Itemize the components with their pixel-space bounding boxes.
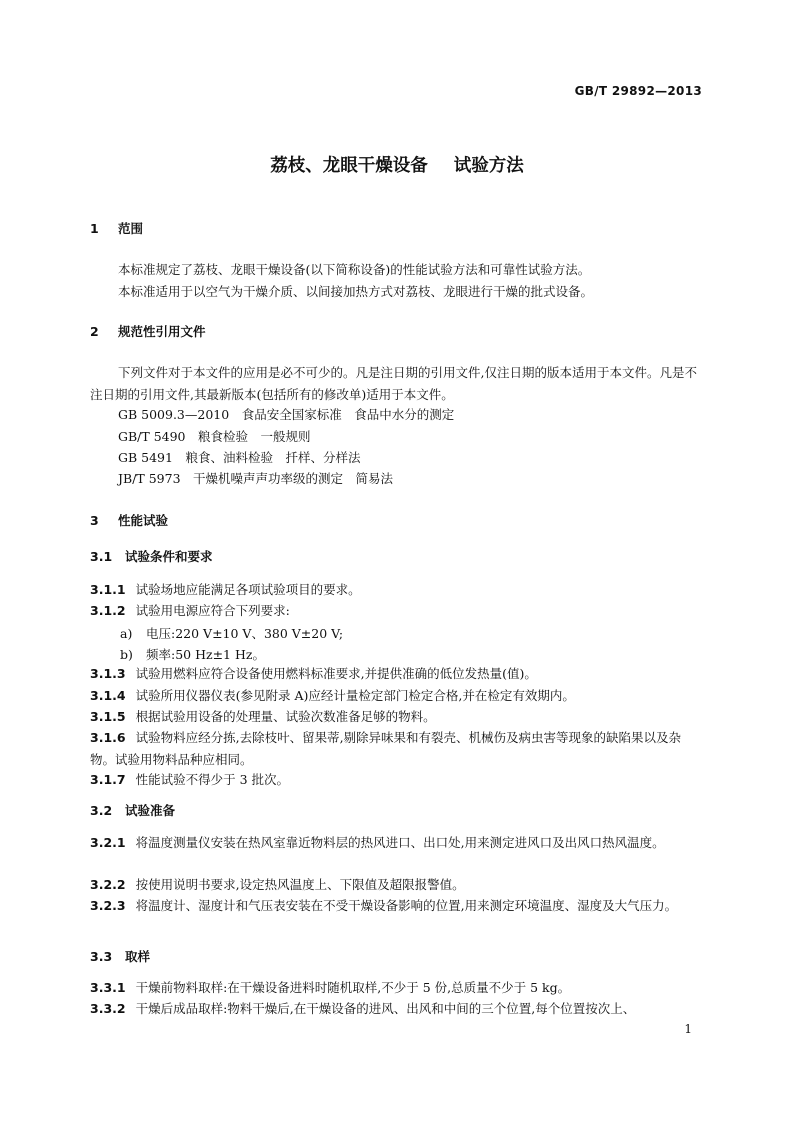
clause (90, 579, 706, 601)
clause (90, 727, 706, 771)
clause (90, 663, 706, 685)
paragraph: 本标准规定了荔枝、龙眼干燥设备(以下简称设备)的性能试验方法和可靠性试验方法。 (118, 262, 591, 277)
section-1-heading (90, 220, 143, 238)
section-2-heading (90, 323, 206, 341)
clause-number: 3.1.7 (90, 772, 126, 787)
subsection-title: 试验条件和要求 (125, 549, 213, 564)
subsection-3-3-heading (90, 948, 150, 966)
list-label: a) (120, 626, 133, 641)
document-title (0, 152, 794, 177)
clause (90, 600, 706, 622)
clause (90, 874, 706, 896)
clause-number: 3.1.1 (90, 582, 126, 597)
clause-text: 试验所用仪器仪表(参见附录 A)应经计量检定部门检定合格,并在检定有效期内。 (135, 688, 575, 703)
clause-number: 3.1.3 (90, 666, 126, 681)
subsection-title: 取样 (125, 949, 151, 964)
clause-text: 根据试验用设备的处理量、试验次数准备足够的物料。 (135, 709, 436, 724)
clause-text: 试验用燃料应符合设备使用燃料标准要求,并提供准确的低位发热量(值)。 (135, 666, 537, 681)
reference-item: GB 5009.3—2010 食品安全国家标准 食品中水分的测定 (118, 407, 455, 422)
paragraph: 本标准适用于以空气为干燥介质、以间接加热方式对荔枝、龙眼进行干燥的批式设备。 (118, 284, 594, 299)
subsection-number: 3.3 (90, 949, 113, 964)
paragraph: 下列文件对于本文件的应用是必不可少的。凡是注日期的引用文件,仅注日期的版本适用于本文件。凡是不注日期的引用文件,其最新版本(包括所有的修改单)适用于本文件。 (90, 365, 697, 402)
clause-text: 试验场地应能满足各项试验项目的要求。 (135, 582, 361, 597)
section-number: 3 (90, 513, 99, 528)
title-part1: 荔枝、龙眼干燥设备 (270, 156, 428, 176)
list-text: 频率:50 Hz±1 Hz。 (146, 647, 265, 662)
clause (90, 832, 706, 854)
clause-text: 将温度计、湿度计和气压表安装在不受干燥设备影响的位置,用来测定环境温度、湿度及大气压力。 (135, 898, 678, 913)
clause-number: 3.1.4 (90, 688, 126, 703)
clause-text: 性能试验不得少于 3 批次。 (135, 772, 289, 787)
list-text: 电压:220 V±10 V、380 V±20 V; (146, 626, 344, 641)
clause-number: 3.1.5 (90, 709, 126, 724)
section-number: 2 (90, 324, 99, 339)
clause (90, 769, 706, 791)
clause-text: 按使用说明书要求,设定热风温度上、下限值及超限报警值。 (135, 877, 465, 892)
list-label: b) (120, 647, 133, 662)
clause-text: 干燥前物料取样:在干燥设备进料时随机取样,不少于 5 份,总质量不少于 5 kg。 (135, 980, 571, 995)
subsection-3-1-heading (90, 548, 213, 566)
clause-number: 3.1.6 (90, 730, 126, 745)
clause-number: 3.2.2 (90, 877, 126, 892)
subsection-number: 3.1 (90, 549, 113, 564)
clause-text: 干燥后成品取样:物料干燥后,在干燥设备的进风、出风和中间的三个位置,每个位置按次上、 (135, 1001, 636, 1016)
clause-text: 试验用电源应符合下列要求: (135, 603, 290, 618)
section-number: 1 (90, 221, 99, 236)
reference-item: JB/T 5973 干燥机噪声声功率级的测定 简易法 (118, 471, 394, 486)
clause (90, 895, 706, 917)
reference-item: GB/T 5490 粮食检验 一般规则 (118, 429, 311, 444)
clause (90, 685, 706, 707)
standard-number: GB/T 29892—2013 (574, 84, 702, 98)
clause (90, 977, 706, 999)
clause-text: 将温度测量仪安装在热风室靠近物料层的热风进口、出口处,用来测定进风口及出风口热风温度。 (135, 835, 665, 850)
clause-number: 3.2.3 (90, 898, 126, 913)
section-title: 范围 (118, 221, 144, 236)
clause-number: 3.3.2 (90, 1001, 126, 1016)
clause-number: 3.2.1 (90, 835, 126, 850)
subsection-title: 试验准备 (125, 803, 176, 818)
clause (90, 998, 706, 1020)
clause-number: 3.1.2 (90, 603, 126, 618)
section-title: 规范性引用文件 (118, 324, 206, 339)
subsection-3-2-heading (90, 802, 175, 820)
title-part2: 试验方法 (453, 156, 524, 176)
list-item (120, 625, 343, 643)
page-number: 1 (684, 1022, 692, 1036)
subsection-number: 3.2 (90, 803, 113, 818)
section-3-heading (90, 512, 168, 530)
clause (90, 706, 706, 728)
clause-text: 试验物料应经分拣,去除枝叶、留果蒂,剔除异味果和有裂壳、机械伤及病虫害等现象的缺陷果以及杂物。试验用物料品种应相同。 (90, 730, 682, 767)
list-item (120, 646, 265, 664)
section-title: 性能试验 (118, 513, 169, 528)
reference-item: GB 5491 粮食、油料检验 扦样、分样法 (118, 450, 361, 465)
clause-number: 3.3.1 (90, 980, 126, 995)
